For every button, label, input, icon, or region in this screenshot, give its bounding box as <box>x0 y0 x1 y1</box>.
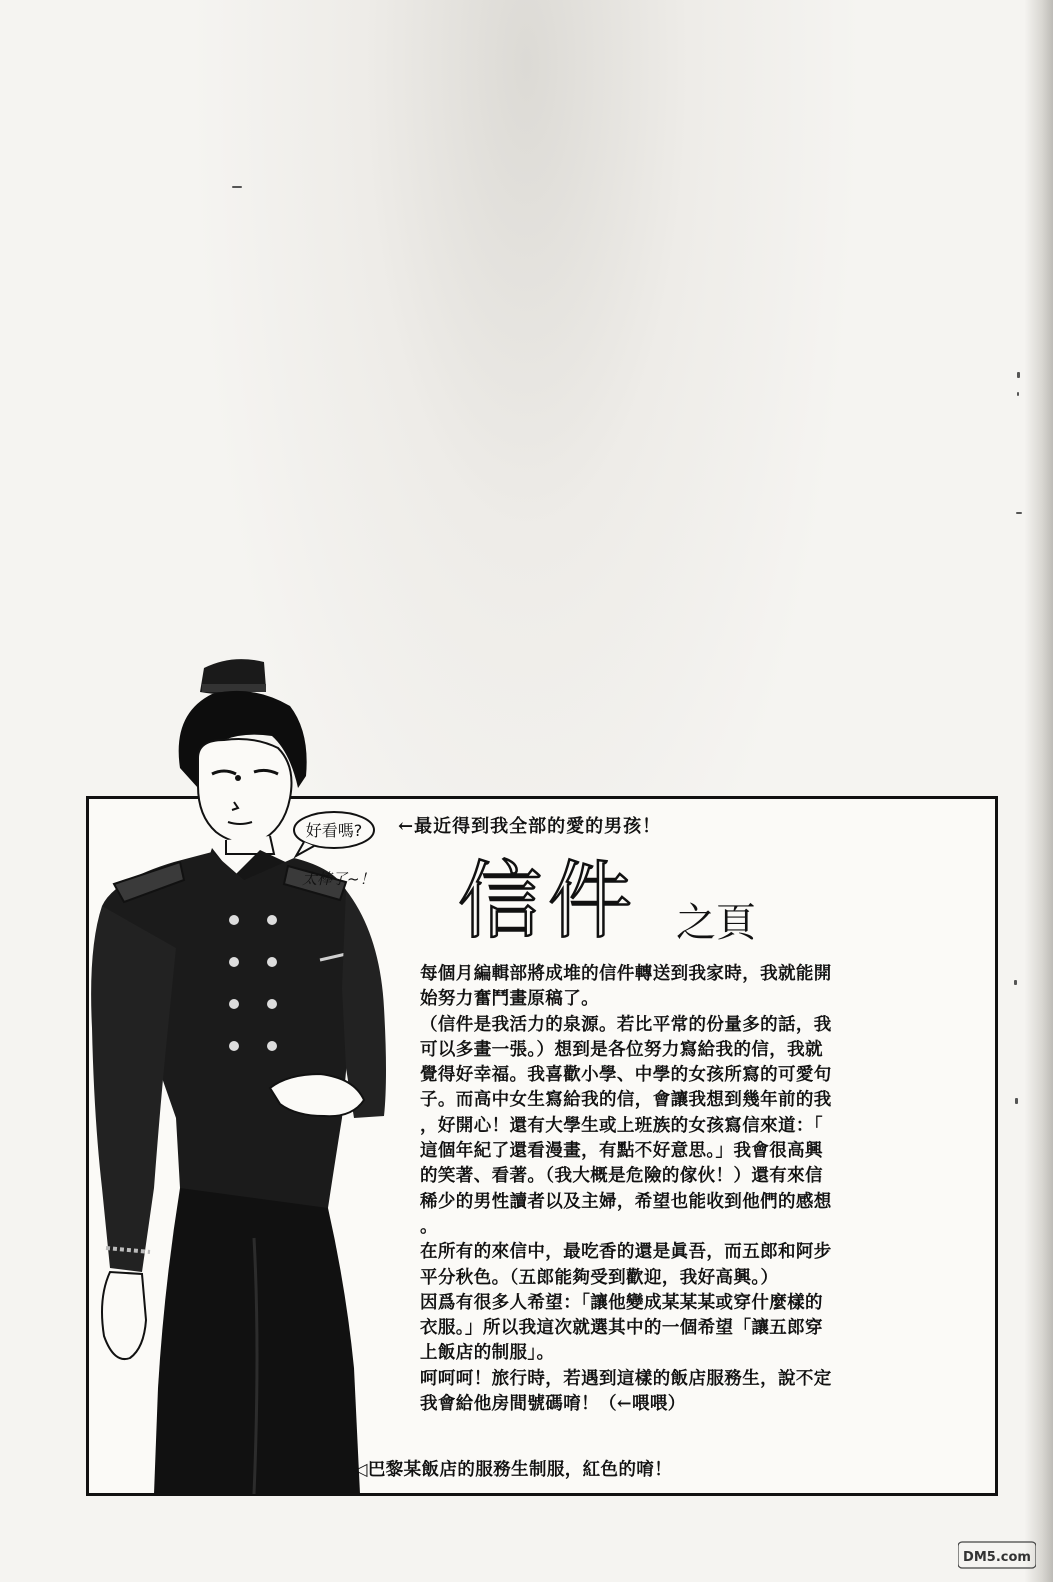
body-line: 每個月編輯部將成堆的信件轉送到我家時，我就能開 <box>420 964 832 984</box>
handwritten-note-text: 太棒了~！ <box>302 870 375 888</box>
body-line: 子。而高中女生寫給我的信，會讓我想到幾年前的我 <box>420 1090 832 1111</box>
body-line: 稀少的男性讀者以及主婦，希望也能收到他們的感想 <box>420 1191 832 1212</box>
bellboy-illustration <box>84 648 464 1494</box>
scan-speck <box>1014 980 1017 985</box>
body-line: 的笑著、看著。（我大概是危險的傢伙！）還有來信 <box>420 1166 823 1187</box>
body-line: 因爲有很多人希望：「讓他變成某某某或穿什麼樣的 <box>420 1292 823 1313</box>
handwritten-note <box>298 858 408 898</box>
body-line: 衣服。」所以我這次就選其中的一個希望「讓五郎穿 <box>420 1318 823 1339</box>
handwritten-speech-bubble <box>290 806 380 858</box>
body-line: ，好開心！還有大學生或上班族的女孩寫信來道：「 <box>420 1115 823 1136</box>
uniform-caption: ◁巴黎某飯店的服務生制服，紅色的唷！ <box>354 1460 673 1480</box>
scan-speck <box>1017 372 1020 378</box>
scan-speck <box>1015 1098 1018 1104</box>
body-line: 這個年紀了還看漫畫，有點不好意思。」我會很高興 <box>420 1141 823 1162</box>
body-line: 平分秋色。（五郎能夠受到歡迎，我好高興。） <box>420 1267 779 1288</box>
arrow-caption: ←最近得到我全部的愛的男孩！ <box>398 816 662 837</box>
scan-speck <box>232 186 242 188</box>
body-line: （信件是我活力的泉源。若比平常的份量多的話，我 <box>420 1014 832 1035</box>
scan-speck <box>1016 512 1022 514</box>
body-line: 可以多畫一張。）想到是各位努力寫給我的信，我就 <box>420 1039 823 1060</box>
body-line: 上飯店的制服」。 <box>420 1343 555 1364</box>
title-sub: 之頁 <box>676 900 756 946</box>
body-line: 始努力奮鬥畫原稿了。 <box>420 989 599 1010</box>
body-line: 覺得好幸福。我喜歡小學、中學的女孩所寫的可愛句 <box>420 1065 832 1086</box>
handwritten-question: 好看嗎? <box>305 821 363 840</box>
body-line: 在所有的來信中，最吃香的還是眞吾，而五郎和阿步 <box>420 1242 832 1263</box>
body-line: 。 <box>420 1216 438 1237</box>
title-main: 信件 <box>458 852 639 950</box>
watermark-text: DM5.com <box>963 1550 1031 1565</box>
body-line: 我會給他房間號碼唷！（←喂喂） <box>420 1394 686 1415</box>
dm5-watermark-logo <box>958 1540 1036 1570</box>
scan-speck <box>1017 392 1019 396</box>
letter-body <box>420 962 960 1417</box>
page-edge-shadow <box>1025 0 1053 1582</box>
letters-page-title <box>448 842 798 952</box>
body-line: 呵呵呵！旅行時，若遇到這樣的飯店服務生，說不定 <box>420 1368 832 1389</box>
